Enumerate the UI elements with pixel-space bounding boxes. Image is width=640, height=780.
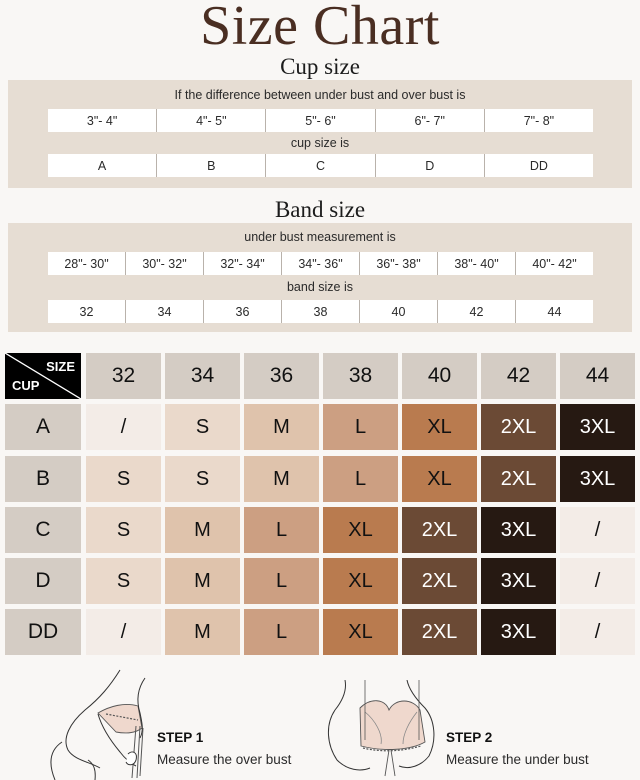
size-cell: 3XL — [481, 507, 556, 553]
size-cell: M — [244, 404, 319, 450]
size-cell: L — [244, 507, 319, 553]
band-result-caption: band size is — [286, 280, 353, 294]
band-measurement-cell: 28"- 30" — [64, 256, 109, 271]
band-measurement-row — [48, 252, 593, 275]
size-cell: / — [86, 404, 161, 450]
band-measurement-cell: 30"- 32" — [125, 252, 203, 275]
step-2-description: Measure the under bust — [446, 752, 589, 767]
page-title: Size Chart — [200, 0, 440, 57]
cup-size-heading: Cup size — [280, 54, 360, 79]
size-cell: / — [560, 558, 635, 604]
corner-size-label: SIZE — [46, 359, 75, 374]
cup-row-header: D — [5, 558, 81, 604]
step-1-title: STEP 1 — [157, 730, 204, 745]
size-cell: 3XL — [560, 404, 635, 450]
band-measurement-cell: 36"- 38" — [359, 252, 437, 275]
band-size-panel — [8, 223, 632, 332]
band-measurement-cell: 32"- 34" — [203, 252, 281, 275]
band-column-header: 42 — [481, 353, 556, 399]
cup-row-header: B — [5, 456, 81, 502]
cup-letter-cell: D — [375, 154, 484, 177]
size-cell: 2XL — [402, 507, 477, 553]
cup-row-header: A — [5, 404, 81, 450]
size-cell: S — [86, 456, 161, 502]
size-cell: XL — [323, 558, 398, 604]
under-bust-measurement-illustration-icon — [325, 680, 445, 780]
size-cell: XL — [323, 507, 398, 553]
band-column-header: 36 — [244, 353, 319, 399]
size-cell: S — [165, 404, 240, 450]
size-cell: L — [323, 404, 398, 450]
size-cell: 3XL — [560, 456, 635, 502]
size-cell: 3XL — [481, 609, 556, 655]
cup-row-header: C — [5, 507, 81, 553]
cup-letter-cell: B — [156, 154, 265, 177]
band-number-row — [48, 300, 593, 323]
band-number-cell: 44 — [515, 300, 593, 323]
size-cell: / — [560, 609, 635, 655]
size-cell: / — [560, 507, 635, 553]
size-cell: L — [244, 558, 319, 604]
size-cell: L — [244, 609, 319, 655]
band-number-cell: 32 — [79, 304, 94, 319]
size-cell: 2XL — [481, 456, 556, 502]
size-cell: XL — [402, 404, 477, 450]
size-cell: 2XL — [402, 558, 477, 604]
band-number-cell: 34 — [125, 300, 203, 323]
cup-difference-row — [48, 109, 593, 132]
size-cell: 3XL — [481, 558, 556, 604]
corner-cup-label: CUP — [12, 378, 40, 393]
size-cell: M — [244, 456, 319, 502]
step-2-title: STEP 2 — [446, 730, 493, 745]
cup-difference-cell: 3"- 4" — [86, 113, 118, 128]
cup-difference-cell: 4"- 5" — [156, 109, 265, 132]
cup-result-caption: cup size is — [290, 136, 350, 150]
band-column-header: 34 — [165, 353, 240, 399]
size-cell: 2XL — [481, 404, 556, 450]
cup-row-header: DD — [5, 609, 81, 655]
size-cell: S — [86, 507, 161, 553]
size-cell: M — [165, 609, 240, 655]
band-number-cell: 40 — [359, 300, 437, 323]
size-cell: S — [165, 456, 240, 502]
band-measurement-cell: 40"- 42" — [515, 252, 593, 275]
band-measurement-cell: 38"- 40" — [437, 252, 515, 275]
size-cell: 2XL — [402, 609, 477, 655]
band-column-header: 44 — [560, 353, 635, 399]
band-number-cell: 42 — [437, 300, 515, 323]
band-column-header: 40 — [402, 353, 477, 399]
size-cell: S — [86, 558, 161, 604]
step-1-description: Measure the over bust — [157, 752, 292, 767]
size-cell: XL — [402, 456, 477, 502]
band-number-cell: 38 — [281, 300, 359, 323]
band-size-heading: Band size — [274, 197, 366, 222]
cup-letter-cell: DD — [484, 154, 593, 177]
size-cell: / — [86, 609, 161, 655]
cup-difference-cell: 7"- 8" — [484, 109, 593, 132]
cup-letter-cell: A — [97, 158, 107, 173]
size-cell: M — [165, 558, 240, 604]
cup-difference-cell: 6"- 7" — [375, 109, 484, 132]
cup-letter-cell: C — [265, 154, 374, 177]
band-measurement-cell: 34"- 36" — [281, 252, 359, 275]
cup-letter-row — [48, 154, 593, 177]
band-column-header: 38 — [323, 353, 398, 399]
band-measurement-caption: under bust measurement is — [244, 230, 396, 244]
band-column-header: 32 — [86, 353, 161, 399]
size-cell: XL — [323, 609, 398, 655]
cup-difference-cell: 5"- 6" — [265, 109, 374, 132]
grid-corner — [5, 353, 81, 399]
size-cell: L — [323, 456, 398, 502]
size-cell: M — [165, 507, 240, 553]
band-number-cell: 36 — [203, 300, 281, 323]
cup-size-panel — [8, 80, 632, 188]
cup-difference-caption: If the difference between under bust and over bust is — [174, 88, 466, 102]
